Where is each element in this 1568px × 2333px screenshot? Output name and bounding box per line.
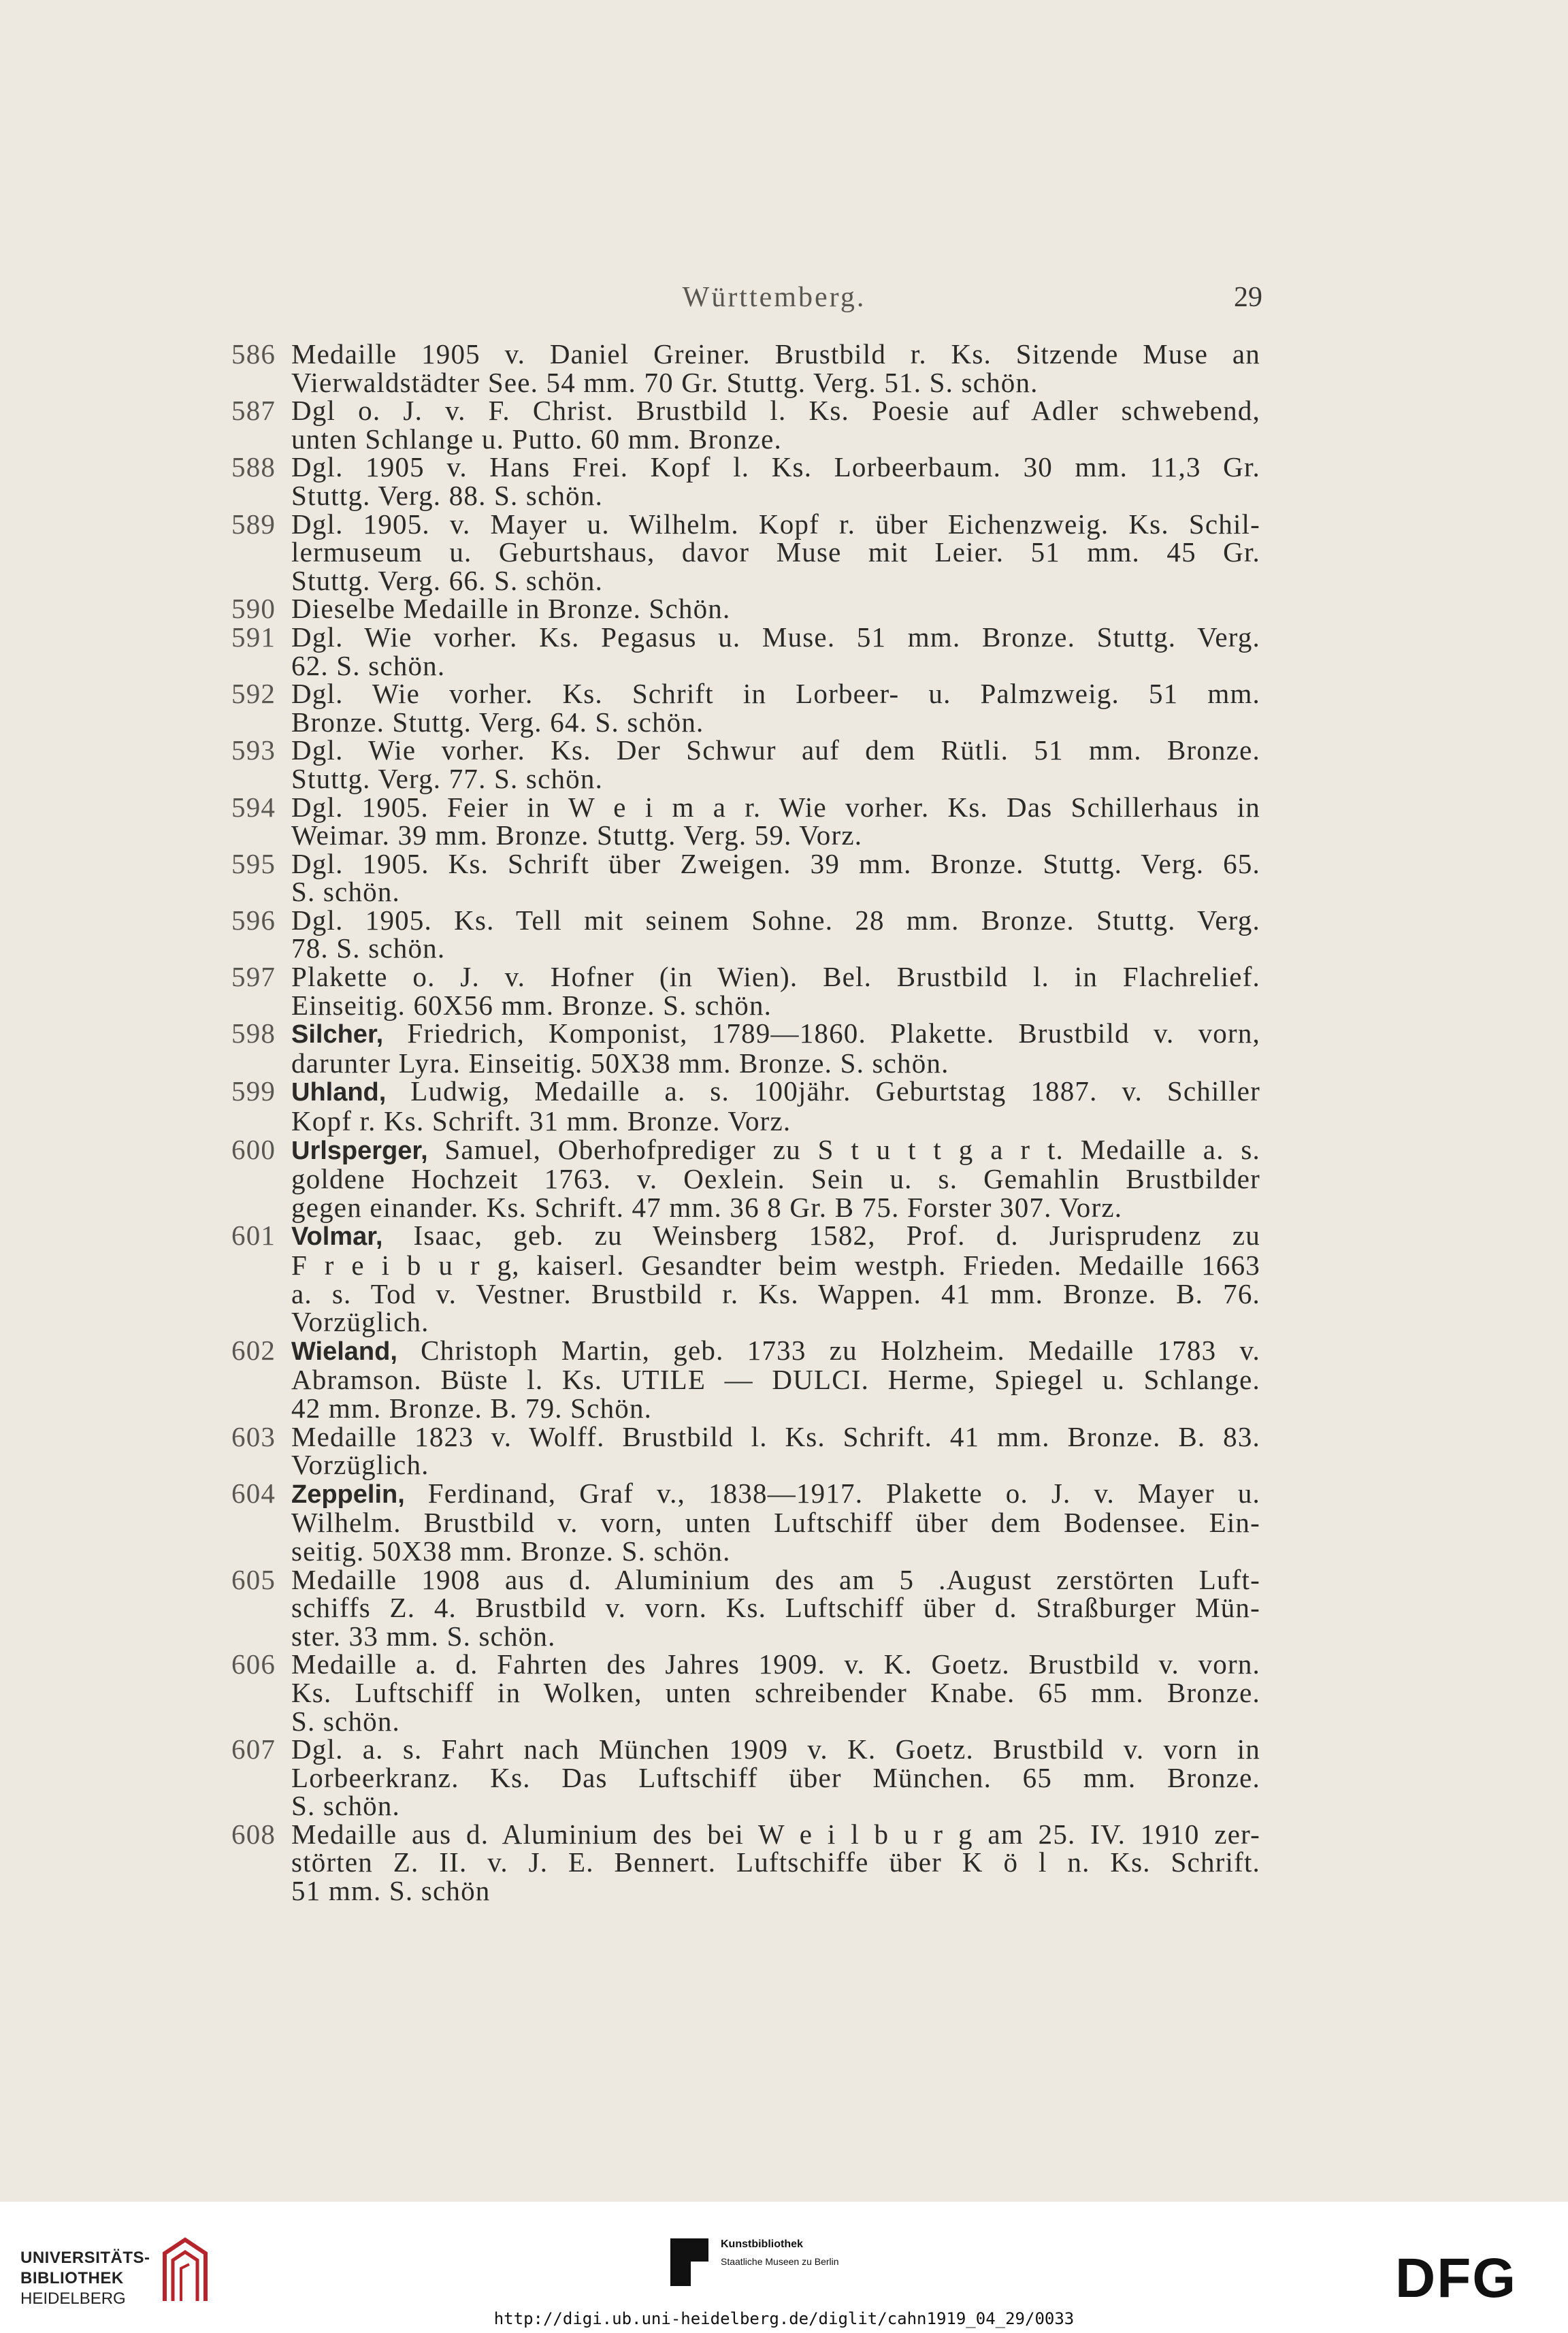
entry-line-text: Isaac, geb. zu Weinsberg 1582, Prof. d. Jurisprudenz zu xyxy=(413,1220,1260,1252)
entry-line xyxy=(291,1622,1260,1651)
entry-number: 606 xyxy=(231,1648,276,1680)
entry-name: Silcher, xyxy=(291,1020,384,1049)
entry-line-text: S. schön. xyxy=(291,1790,401,1822)
entry-name: Zeppelin, xyxy=(291,1480,405,1509)
entry-line-text: schiffs Z. 4. Brustbild v. vorn. Ks. Luftschiff über d. Straßburger Mün- xyxy=(291,1592,1260,1624)
entry-line xyxy=(291,1222,1260,1252)
dfg-logo-text: DFG xyxy=(1395,2253,1518,2302)
entry-line-text: Medaille a. d. Fahrten des Jahres 1909. v. K. Goetz. Brustbild v. vorn. xyxy=(291,1648,1260,1680)
entry-number: 590 xyxy=(231,593,276,625)
entry-name: Wieland, xyxy=(291,1337,397,1366)
entry-line xyxy=(291,510,1260,539)
entry-line-text: Dgl. Wie vorher. Ks. Der Schwur auf dem Rütli. 51 mm. Bronze. xyxy=(291,734,1260,766)
entry-line-text: goldene Hochzeit 1763. v. Oexlein. Sein u. s. Gemahlin Brustbilder xyxy=(291,1163,1260,1195)
entry-line xyxy=(291,340,1260,369)
entry-line-text: Dgl. Wie vorher. Ks. Schrift in Lorbeer- u. Palmzweig. 51 mm. xyxy=(291,678,1260,710)
entry-text xyxy=(291,623,1260,680)
catalog-entry xyxy=(231,510,1260,596)
entry-line xyxy=(291,963,1260,992)
dfg-logo[interactable] xyxy=(1395,2253,1545,2302)
entry-line xyxy=(291,1049,1260,1078)
entry-line xyxy=(291,904,1260,936)
catalog-entry xyxy=(231,1133,1260,1223)
entry-line-text: S. schön. xyxy=(291,1705,401,1737)
catalog-entry xyxy=(231,1735,1260,1821)
entry-number: 587 xyxy=(231,395,276,427)
entry-line-text: ster. 33 mm. S. schön. xyxy=(291,1620,556,1652)
entry-text xyxy=(291,510,1260,596)
entry-number: 607 xyxy=(231,1733,276,1765)
entry-text xyxy=(291,1077,1260,1135)
running-head xyxy=(286,281,1262,322)
entry-line xyxy=(291,1848,1260,1877)
entry-line xyxy=(291,623,1260,652)
entry-text xyxy=(291,1420,1260,1481)
entry-text xyxy=(291,1563,1260,1652)
entry-line-text: 78. S. schön. xyxy=(291,932,446,964)
entry-line xyxy=(291,1877,1260,1906)
running-title: Württemberg. xyxy=(682,282,866,313)
entry-number: 600 xyxy=(231,1133,276,1165)
entry-number: 599 xyxy=(231,1075,276,1107)
entry-line xyxy=(291,680,1260,708)
entry-line xyxy=(291,1509,1260,1537)
catalog-entry xyxy=(231,1477,1260,1567)
entry-text xyxy=(291,736,1260,793)
entry-line-text: Vorzüglich. xyxy=(291,1449,429,1481)
page-number: 29 xyxy=(1234,282,1262,313)
kunstbibliothek-mark-icon xyxy=(670,2238,708,2286)
entry-line xyxy=(291,425,1260,454)
entry-line xyxy=(291,595,1260,623)
catalog-entry xyxy=(231,623,1260,680)
entry-line-text: Stuttg. Verg. 66. S. schön. xyxy=(291,564,604,596)
entry-line xyxy=(291,708,1260,737)
entry-line-text: störten Z. II. v. J. E. Bennert. Luftschiffe über K ö l n. Ks. Schrift. xyxy=(291,1846,1260,1878)
entry-line-text: Dgl. 1905 v. Hans Frei. Kopf l. Ks. Lorbeerbaum. 30 mm. 11,3 Gr. xyxy=(291,451,1260,483)
entry-line xyxy=(291,479,1260,511)
entry-line xyxy=(291,1676,1260,1708)
entry-line xyxy=(291,847,1260,879)
entry-line-text: Kopf r. Ks. Schrift. 31 mm. Bronze. Vorz. xyxy=(291,1105,791,1137)
entry-number: 602 xyxy=(231,1334,276,1366)
kb-title: Kunstbibliothek xyxy=(721,2238,803,2250)
entry-line xyxy=(291,1394,1260,1423)
entry-line xyxy=(291,1563,1260,1595)
entry-line-text: Vierwaldstädter See. 54 mm. 70 Gr. Stuttg. Verg. 51. S. schön. xyxy=(291,366,1039,398)
entry-line-text: Dgl. 1905. Feier in W e i m a r. Wie vorher. Ks. Das Schillerhaus in xyxy=(291,791,1260,823)
catalog-entry xyxy=(231,453,1260,510)
entry-text xyxy=(291,791,1260,851)
entry-line-text: 62. S. schön. xyxy=(291,649,446,681)
entry-line-text: Einseitig. 60X56 mm. Bronze. S. schön. xyxy=(291,989,772,1021)
entry-line xyxy=(291,1537,1260,1566)
entry-text xyxy=(291,1019,1260,1077)
entry-number: 605 xyxy=(231,1563,276,1595)
entry-line xyxy=(291,762,1260,794)
entry-text xyxy=(291,595,1260,623)
entry-line-text: Wilhelm. Brustbild v. vorn, unten Luftschiff über dem Bodensee. Ein- xyxy=(291,1507,1260,1539)
uh-logo-line: HEIDELBERG xyxy=(20,2289,126,2308)
entry-line-text: Plakette o. J. v. Hofner (in Wien). Bel. Brustbild l. in Flachrelief. xyxy=(291,961,1260,993)
catalog-entry xyxy=(231,1019,1260,1077)
entry-line xyxy=(291,1334,1261,1367)
entry-line-text: seitig. 50X38 mm. Bronze. S. schön. xyxy=(291,1535,731,1567)
entry-line xyxy=(291,1277,1260,1309)
entry-line-text: Samuel, Oberhofprediger zu S t u t t g a r t. Medaille a. s. xyxy=(444,1133,1260,1165)
entry-line xyxy=(291,1650,1260,1679)
entry-line xyxy=(291,1594,1260,1622)
entry-line xyxy=(291,878,1260,907)
entry-line-text: Ludwig, Medaille a. s. 100jähr. Geburtstag 1887. v. Schiller xyxy=(410,1075,1260,1107)
entry-line xyxy=(291,1308,1260,1337)
entry-text xyxy=(291,1735,1260,1821)
entry-line-text: Stuttg. Verg. 77. S. schön. xyxy=(291,762,604,794)
entry-text xyxy=(291,680,1260,736)
entry-line-text: Stuttg. Verg. 88. S. schön. xyxy=(291,479,604,511)
catalog-entry xyxy=(231,1818,1260,1907)
entry-line-text: Medaille 1905 v. Daniel Greiner. Brustbild r. Ks. Sitzende Muse an xyxy=(291,338,1260,370)
entry-text xyxy=(291,397,1260,453)
catalog-entry xyxy=(231,340,1260,397)
catalog-entry xyxy=(231,1563,1260,1652)
entry-line-text: Ks. Luftschiff in Wolken, unten schreibender Knabe. 65 mm. Bronze. xyxy=(291,1676,1260,1708)
entry-line-text: Christoph Martin, geb. 1733 zu Holzheim. Medaille 1783 v. xyxy=(421,1334,1261,1366)
catalog-entry xyxy=(231,791,1260,851)
entry-text xyxy=(291,1334,1261,1424)
catalog-entry xyxy=(231,963,1260,1019)
entry-number: 608 xyxy=(231,1818,276,1850)
entry-text xyxy=(291,1650,1260,1735)
entry-text xyxy=(291,1818,1260,1907)
entry-line-text: Vorzüglich. xyxy=(291,1306,429,1338)
kb-subtitle: Staatliche Museen zu Berlin xyxy=(721,2256,839,2267)
entry-text xyxy=(291,453,1260,510)
entry-number: 604 xyxy=(231,1477,276,1509)
catalog-entry xyxy=(231,1222,1260,1336)
entry-line-text: Lorbeerkranz. Ks. Das Luftschiff über München. 65 mm. Bronze. xyxy=(291,1761,1260,1793)
catalog-entry xyxy=(231,680,1260,736)
entry-line-text: unten Schlange u. Putto. 60 mm. Bronze. xyxy=(291,423,782,455)
entry-line xyxy=(291,1019,1260,1049)
entry-line xyxy=(291,989,1260,1021)
entry-number: 594 xyxy=(231,791,276,823)
entry-line-text: Dgl. 1905. Ks. Schrift über Zweigen. 39 mm. Bronze. Stuttg. Verg. 65. xyxy=(291,847,1260,879)
entry-number: 603 xyxy=(231,1420,276,1452)
entry-line-text: Dgl. Wie vorher. Ks. Pegasus u. Muse. 51 mm. Bronze. Stuttg. Verg. xyxy=(291,621,1260,653)
entry-line xyxy=(291,1133,1260,1166)
catalog-entry xyxy=(231,1077,1260,1135)
catalog-entry xyxy=(231,1334,1261,1424)
entry-line xyxy=(291,1252,1260,1280)
entry-line xyxy=(291,1792,1260,1821)
footer-bar xyxy=(0,2202,1568,2333)
entry-line-text: Medaille aus d. Aluminium des bei W e i l b u r g am 25. IV. 1910 zer- xyxy=(291,1818,1260,1850)
entry-line xyxy=(291,1420,1260,1452)
entry-text xyxy=(291,1477,1260,1567)
entry-line xyxy=(291,453,1260,482)
uh-emblem-icon xyxy=(158,2233,212,2308)
entry-line-text: a. s. Tod v. Vestner. Brustbild r. Ks. Wappen. 41 mm. Bronze. B. 76. xyxy=(291,1277,1260,1309)
entry-line xyxy=(291,1705,1260,1737)
uh-logo-line: UNIVERSITÄTS- xyxy=(20,2249,150,2267)
entry-line-text: Weimar. 39 mm. Bronze. Stuttg. Verg. 59. Vorz. xyxy=(291,819,863,851)
catalog-entry xyxy=(231,397,1260,453)
entry-line xyxy=(291,1761,1260,1793)
entry-line xyxy=(291,1165,1260,1194)
entry-line-text: Dieselbe Medaille in Bronze. Schön. xyxy=(291,593,731,625)
entry-line-text: Abramson. Büste l. Ks. UTILE — DULCI. Herme, Spiegel u. Schlange. xyxy=(291,1364,1260,1396)
uh-logo-line: BIBLIOTHEK xyxy=(20,2269,124,2287)
entry-number: 601 xyxy=(231,1220,276,1252)
entry-line-text: gegen einander. Ks. Schrift. 47 mm. 36 8 Gr. B 75. Forster 307. Vorz. xyxy=(291,1191,1123,1223)
entry-line xyxy=(291,791,1260,823)
catalog-entry xyxy=(231,904,1260,964)
entry-line xyxy=(291,564,1260,596)
entry-line xyxy=(291,1191,1260,1223)
entry-line xyxy=(291,1735,1260,1764)
entry-number: 597 xyxy=(231,961,276,993)
entry-line xyxy=(291,538,1260,567)
entry-text xyxy=(291,1222,1260,1336)
entry-line xyxy=(291,934,1260,963)
entry-line xyxy=(291,366,1260,398)
entry-line-text: 42 mm. Bronze. B. 79. Schön. xyxy=(291,1392,653,1424)
entry-line xyxy=(291,1818,1260,1850)
entry-name: Uhland, xyxy=(291,1078,387,1107)
entry-line-text: Bronze. Stuttg. Verg. 64. S. schön. xyxy=(291,706,704,738)
entry-line xyxy=(291,1107,1260,1136)
catalog-entry xyxy=(231,736,1260,793)
catalog-entry xyxy=(231,595,1260,623)
entry-line-text: Dgl. 1905. v. Mayer u. Wilhelm. Kopf r. über Eichenzweig. Ks. Schil- xyxy=(291,508,1260,540)
entry-line-text: F r e i b u r g, kaiserl. Gesandter beim westph. Frieden. Medaille 1663 xyxy=(291,1250,1260,1281)
entry-number: 588 xyxy=(231,451,276,483)
uni-heidelberg-logo[interactable] xyxy=(20,2248,150,2309)
catalog-entry xyxy=(231,1420,1260,1481)
entry-line-text: Ferdinand, Graf v., 1838—1917. Plakette o. J. v. Mayer u. xyxy=(427,1477,1260,1509)
entry-line xyxy=(291,1451,1260,1480)
entry-text xyxy=(291,1133,1260,1223)
entry-name: Urlsperger, xyxy=(291,1136,428,1165)
entry-line-text: lermuseum u. Geburtshaus, davor Muse mit Leier. 51 mm. 45 Gr. xyxy=(291,536,1260,568)
entry-line-text: Dgl. 1905. Ks. Tell mit seinem Sohne. 28 mm. Bronze. Stuttg. Verg. xyxy=(291,904,1260,936)
entry-line xyxy=(291,736,1260,765)
entry-number: 592 xyxy=(231,678,276,710)
entry-line-text: darunter Lyra. Einseitig. 50X38 mm. Bronze. S. schön. xyxy=(291,1047,949,1079)
entry-line-text: Medaille 1823 v. Wolff. Brustbild l. Ks. Schrift. 41 mm. Bronze. B. 83. xyxy=(291,1420,1260,1452)
entry-text xyxy=(291,963,1260,1019)
entry-text xyxy=(291,904,1260,964)
entry-number: 591 xyxy=(231,621,276,653)
entry-line-text: 51 mm. S. schön xyxy=(291,1875,491,1907)
entry-line xyxy=(291,397,1260,425)
entry-text xyxy=(291,847,1260,908)
entry-line-text: Dgl o. J. v. F. Christ. Brustbild l. Ks. Poesie auf Adler schwebend, xyxy=(291,395,1260,427)
entry-text xyxy=(291,340,1260,397)
entry-number: 593 xyxy=(231,734,276,766)
entry-line xyxy=(291,1477,1260,1510)
entry-line xyxy=(291,821,1260,850)
entry-number: 598 xyxy=(231,1017,276,1049)
kunstbibliothek-logo[interactable] xyxy=(670,2238,839,2286)
catalog-entry xyxy=(231,1650,1260,1735)
entry-line-text: Dgl. a. s. Fahrt nach München 1909 v. K. Goetz. Brustbild v. vorn in xyxy=(291,1733,1260,1765)
entry-line-text: Medaille 1908 aus d. Aluminium des am 5 .August zerstörten Luft- xyxy=(291,1563,1260,1595)
catalog-entries xyxy=(231,340,1260,1906)
catalog-entry xyxy=(231,847,1260,908)
entry-name: Volmar, xyxy=(291,1222,383,1252)
entry-number: 586 xyxy=(231,338,276,370)
entry-number: 596 xyxy=(231,904,276,936)
entry-number: 595 xyxy=(231,847,276,879)
entry-number: 589 xyxy=(231,508,276,540)
entry-line-text: S. schön. xyxy=(291,876,401,908)
entry-line xyxy=(291,649,1260,681)
entry-line-text: Friedrich, Komponist, 1789—1860. Plakette. Brustbild v. vorn, xyxy=(407,1017,1260,1049)
entry-line xyxy=(291,1366,1260,1394)
page-url[interactable]: http://digi.ub.uni-heidelberg.de/diglit/cahn1919_04_29/0033 xyxy=(493,2309,1075,2328)
entry-line xyxy=(291,1077,1260,1107)
